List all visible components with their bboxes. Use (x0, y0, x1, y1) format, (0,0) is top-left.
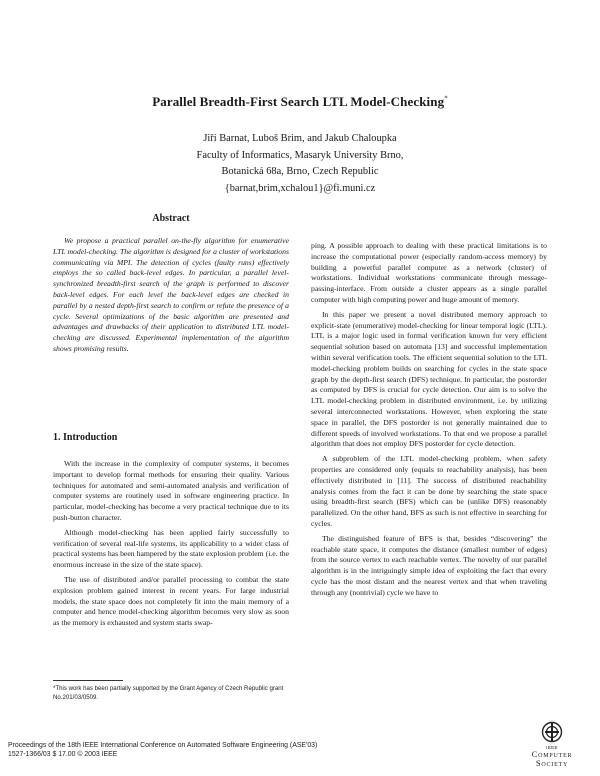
right-column (311, 241, 547, 599)
society-emblem-icon (541, 721, 563, 743)
author-block (0, 131, 600, 197)
computer-society-logo (512, 721, 592, 768)
intro-left-column (53, 459, 289, 629)
paragraph: ping. A possible approach to dealing with these practical limitations is to increase the computational power (especially random-access memory) by building a powerful parallel computer as a network (cluster) of workstations. Individual workstations communicate through message-passing-interface. From outside a cluster appears as a single parallel computer with high computing power and huge amount of memory. (311, 241, 547, 304)
paper-title (0, 94, 600, 110)
address: Botanická 68a, Brno, Czech Republic (221, 166, 379, 177)
proceedings-footer (8, 741, 317, 759)
paragraph: The distinguished feature of BFS is that, besides “discovering” the reachable state space, it computes the distance (smallest number of edges) from the source vertex to each reachable vertex. The novelty of our parallel algorithm is in the intriguingly simple idea of exploiting the fact that every cycle has the most distant and the nearest vertex and that when traveling through any (nontrivial) cycle we have to (311, 533, 547, 597)
logo-ieee-text: IEEE (546, 745, 558, 750)
email: {barnat,brim,xchalou1}@fi.muni.cz (224, 182, 376, 194)
affiliation: Faculty of Informatics, Masaryk University Brno, (196, 149, 404, 161)
paragraph: Although model-checking has been applied fairly successfully to verification of several real-life systems, its applicability to a wider class of practical systems has been hampered by the state explosion problem (i.e. the enormous increase in the size of the state space). (53, 527, 289, 570)
footer-line-2: 1527-1366/03 $ 17.00 © 2003 IEEE (8, 751, 118, 758)
section-heading-introduction: 1. Introduction (53, 432, 118, 443)
abstract-text: We propose a practical parallel on-the-fly algorithm for enumerative LTL model-checking. The algorithm is designed for a cluster of workstations communicating via MPI. The detection of cycles (faulty runs) effectively employs the so called back-level edges. In particular, a parallel level-synchronized breadth-first search of the graph is performed to discover back-level edges. For each level the back-level edges are checked in parallel by a nested depth-first search to confirm or refute the presence of a cycle. Several optimizations of the basic algorithm are presented and advantages and drawbacks of their application to distributed LTL model-checking are discussed. Experimental implementation of the algorithm shows promising results. (53, 236, 289, 353)
paragraph: In this paper we present a novel distributed memory approach to explicit-state (enumerative) model-checking for linear temporal logic (LTL). LTL is a major logic used in formal verification known for very efficient sequential solution based on automata [13] and successful implementation within several verification tools. The efficient sequential solution to the LTL model-checking problem builds on searching for cycles in the state space graph by the depth-first search (DFS) technique. In particular, the postorder as computed by DFS is crucial for cycle detection. Our aim is to solve the LTL model-checking problem in distributed environment, i.e. by utilizing several interconnected workstations. However, when exploring the state space in parallel, the DFS postorder is not generally maintained due to different speeds of involved workstations. To that end we propose a parallel algorithm that does not employ DFS postorder for cycle detection. (311, 309, 547, 449)
title-footnote-mark: * (444, 94, 448, 103)
author-names: Jiří Barnat, Luboš Brim, and Jakub Chaloupka (203, 133, 397, 144)
logo-line-1: Computer (531, 749, 573, 759)
logo-line-2: Society (535, 758, 569, 768)
paragraph: The use of distributed and/or parallel processing to combat the state explosion problem gained interest in recent years. For large industrial models, the state space does not completely fit into the main memory of a computer and hence model-checking algorithm becomes very slow as soon as the memory is exhausted and system starts swap- (53, 574, 289, 628)
paragraph: A subproblem of the LTL model-checking problem, when safety properties are considered only (equals to reachability analysis), has been effectively distributed in [11]. The success of distributed reachability analysis comes from the fact it can be done by searching the state space using breadth-first search (BFS) which can be (unlike DFS) reasonably parallelized. On the other hand, BFS as such is not effective in searching for cycles. (311, 454, 547, 528)
footnote-rule (53, 680, 123, 681)
abstract-heading: Abstract (152, 213, 190, 224)
footnote: *This work has been partially supported by the Grant Agency of Czech Republic grant No.201/03/0509. (53, 685, 284, 701)
footer-line-1: Proceedings of the 18th IEEE International Conference on Automated Software Engineering (ASE'03) (8, 742, 318, 749)
abstract-body (53, 236, 289, 355)
title-text: Parallel Breadth-First Search LTL Model-Checking (152, 94, 445, 109)
paragraph: With the increase in the complexity of computer systems, it becomes important to develop formal methods for ensuring their quality. Various techniques for automated and semi-automated analysis and verification of computer systems are routinely used in software engineering practice. In particular, model-checking has become a very practical technique due to its push-button character. (53, 459, 289, 522)
